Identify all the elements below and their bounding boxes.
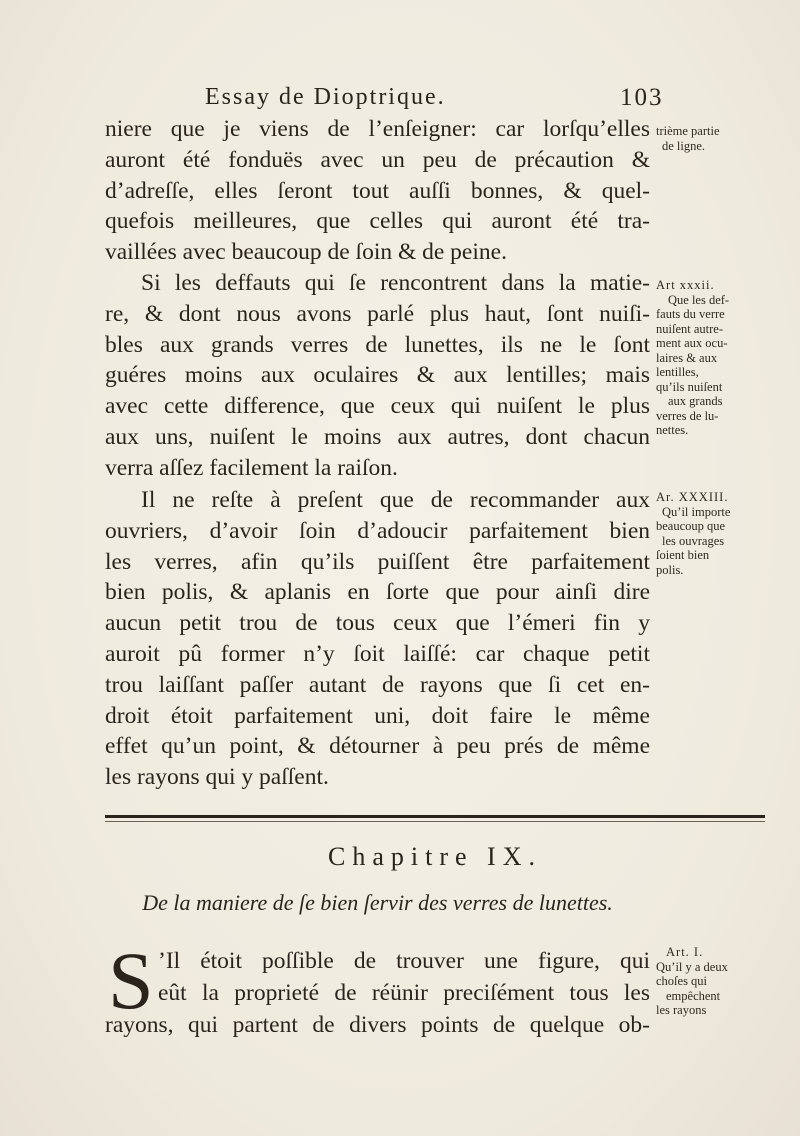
note-line: Qu’il importe bbox=[662, 504, 731, 519]
running-head bbox=[205, 84, 665, 114]
text-line: quefois meilleures, que celles qui auront été tra- bbox=[105, 208, 650, 235]
text-line: effet qu’un point, & détourner à peu prés de même bbox=[105, 733, 650, 760]
note-line: beaucoup que bbox=[656, 519, 726, 533]
text-line: trou laiſſant paſſer autant de rayons que ſi cet en- bbox=[105, 671, 650, 698]
note-article: Art. I. bbox=[666, 945, 704, 959]
margin-note-continued bbox=[656, 124, 766, 153]
text-line: niere que je viens de l’enſeigner: car lorſqu’elles bbox=[105, 116, 650, 142]
chapter-opening-fullwidth bbox=[105, 1009, 650, 1041]
note-line: ment aux ocu- bbox=[656, 336, 728, 350]
text-line: rayons, qui partent de divers points de quelque ob- bbox=[105, 1012, 650, 1038]
note-line: verres de lu- bbox=[656, 408, 719, 423]
note-line: Qu’il y a deux bbox=[656, 959, 728, 974]
note-line: lentilles, bbox=[656, 365, 699, 379]
chapter-subtitle: De la maniere de ſe bien ſervir des verres de lunettes. bbox=[142, 890, 613, 915]
text-line: auroit pû former n’y ſoit laiſſé: car chaque petit bbox=[105, 640, 650, 667]
text-line: aucun petit trou de tous ceux que l’émeri fin y bbox=[105, 610, 650, 637]
text-line: bien polis, & aplanis en ſorte que pour ainſi dire bbox=[105, 579, 650, 606]
note-line: nuiſent autre- bbox=[656, 321, 723, 336]
margin-note-art-1 bbox=[656, 945, 766, 1018]
chapter-opening-lines bbox=[158, 945, 650, 1009]
note-line: de ligne. bbox=[662, 138, 706, 153]
note-line: laires & aux bbox=[656, 350, 718, 365]
paragraph-polishing bbox=[105, 485, 650, 793]
note-article: Ar. XXXIII. bbox=[656, 490, 729, 504]
text-line: Il ne reſte à preſent que de recommander aux bbox=[141, 487, 650, 513]
note-line: les ouvrages bbox=[662, 533, 725, 548]
section-rule-thin bbox=[105, 821, 765, 822]
text-line: les verres, afin qu’ils puiſſent être parfaitement bbox=[105, 548, 650, 575]
text-line: bles aux grands verres de lunettes, ils ne le ſont bbox=[105, 331, 650, 358]
page-number: 103 bbox=[620, 84, 664, 111]
note-line: Que les def- bbox=[668, 292, 730, 307]
text-line: vaillées avec beaucoup de ſoin & de peine. bbox=[105, 239, 507, 266]
text-line: verra aſſez facilement la raiſon. bbox=[105, 454, 398, 481]
chapter-heading: Chapitre IX. bbox=[328, 842, 542, 871]
paragraph-defects bbox=[105, 268, 650, 484]
note-line: ſoient bien bbox=[656, 548, 710, 562]
note-line: nettes. bbox=[656, 423, 689, 437]
text-line: re, & dont nous avons parlé plus haut, ſont nuiſi- bbox=[105, 300, 650, 327]
text-line: Si les deffauts qui ſe rencontrent dans la matie- bbox=[141, 270, 650, 296]
text-line: ’Il étoit poſſible de trouver une figure, qui bbox=[158, 948, 650, 974]
text-line: ouvriers, d’avoir ſoin d’adoucir parfaitement bien bbox=[105, 517, 650, 544]
text-line: eût la proprieté de réünir preciſément tous les bbox=[158, 980, 650, 1006]
section-rule bbox=[105, 815, 765, 818]
text-line: avec cette difference, que ceux qui nuiſent le plus bbox=[105, 393, 650, 420]
note-line: choſes qui bbox=[656, 974, 708, 988]
note-line: qu’ils nuiſent bbox=[656, 379, 723, 394]
note-line: polis. bbox=[656, 562, 684, 577]
note-line: empêchent bbox=[666, 988, 721, 1003]
text-line: les rayons qui y paſſent. bbox=[105, 764, 329, 791]
margin-note-art-32 bbox=[656, 278, 766, 438]
paragraph-continued bbox=[105, 114, 650, 268]
text-line: droit étoit parfaitement uni, doit faire le même bbox=[105, 702, 650, 729]
text-line: aux uns, nuiſent le moins aux autres, dont chacun bbox=[105, 423, 650, 450]
drop-cap: S bbox=[108, 935, 154, 1026]
note-line: aux grands bbox=[668, 394, 723, 408]
margin-note-art-33 bbox=[656, 490, 766, 577]
note-line: les rayons bbox=[656, 1003, 707, 1017]
note-line: fauts du verre bbox=[656, 307, 725, 321]
note-article: Art xxxii. bbox=[656, 278, 715, 292]
text-line: auront été fonduës avec un peu de précaution & bbox=[105, 146, 650, 173]
text-line: d’adreſſe, elles ſeront tout auſſi bonnes, & quel- bbox=[105, 177, 650, 204]
text-line: guéres moins aux oculaires & aux lentilles; mais bbox=[105, 362, 650, 389]
running-head-title: Essay de Dioptrique. bbox=[205, 84, 446, 110]
note-line: trième partie bbox=[656, 124, 720, 138]
